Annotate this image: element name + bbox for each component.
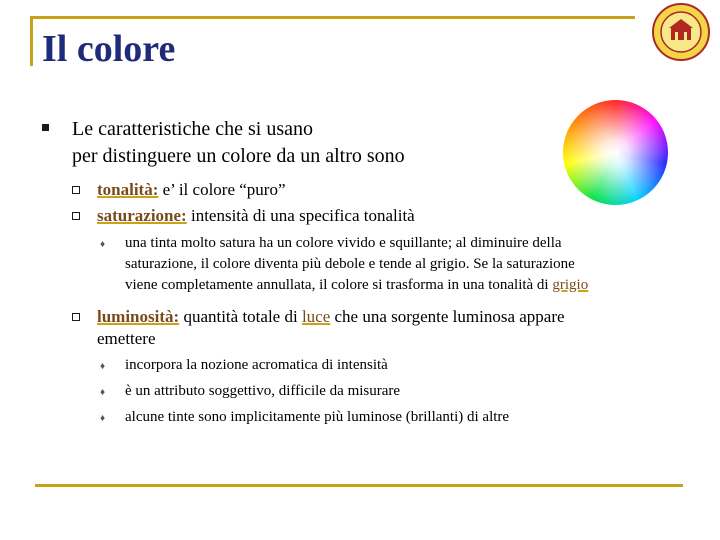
item-luminosita (97, 306, 565, 350)
saturazione-sub-line-2: saturazione, il colore diventa più debole e tende al grigio. Se la saturazione (125, 256, 575, 272)
square-bullet-icon (42, 124, 49, 131)
saturazione-sub-line-3-text: viene completamente annullata, il colore si trasforma in una tonalità di (125, 277, 553, 293)
term-luminosita: luminosità: (97, 307, 180, 326)
university-seal-logo (651, 2, 711, 62)
saturazione-sub-line-3 (125, 275, 588, 296)
tonalita-text: e’ il colore “puro” (158, 180, 286, 199)
hollow-square-bullet-icon (72, 212, 80, 220)
diamond-bullet-icon: ♦ (100, 239, 106, 250)
main-bullet-line-2: per distinguere un colore da un altro sono (72, 145, 405, 167)
hollow-square-bullet-icon (72, 313, 80, 321)
slide-title: Il colore (42, 28, 176, 70)
main-bullet-line-1: Le caratteristiche che si usano (72, 118, 313, 140)
term-saturazione: saturazione: (97, 206, 187, 225)
link-grigio[interactable]: grigio (552, 277, 589, 293)
title-frame-top-line (30, 16, 635, 19)
link-luce[interactable]: luce (301, 307, 331, 326)
diamond-bullet-icon: ♦ (100, 387, 106, 398)
luminosita-text-a: quantità totale di (179, 307, 302, 326)
luminosita-sub-item: incorpora la nozione acromatica di intensità (125, 357, 388, 373)
hollow-square-bullet-icon (72, 186, 80, 194)
diamond-bullet-icon: ♦ (100, 361, 106, 372)
saturazione-sub-text (125, 233, 588, 296)
luminosita-line-2: emettere (97, 329, 156, 348)
diamond-bullet-icon: ♦ (100, 413, 106, 424)
item-tonalita (97, 179, 286, 201)
term-tonalita: tonalità: (97, 180, 159, 199)
saturazione-text: intensità di una specifica tonalità (186, 206, 415, 225)
item-saturazione (97, 205, 415, 227)
main-bullet-text (72, 116, 405, 170)
title-frame-left-line (30, 16, 33, 66)
footer-rule (35, 484, 683, 487)
luminosita-sub-item: è un attributo soggettivo, difficile da misurare (125, 383, 401, 399)
luminosita-line-1 (97, 306, 565, 328)
luminosita-sub-item: alcune tinte sono implicitamente più luminose (brillanti) di altre (125, 409, 510, 425)
luminosita-text-b: che una sorgente luminosa appare (330, 307, 565, 326)
saturazione-sub-line-1: una tinta molto satura ha un colore vivido e squillante; al diminuire della (125, 235, 562, 251)
color-wheel-image (563, 100, 668, 205)
